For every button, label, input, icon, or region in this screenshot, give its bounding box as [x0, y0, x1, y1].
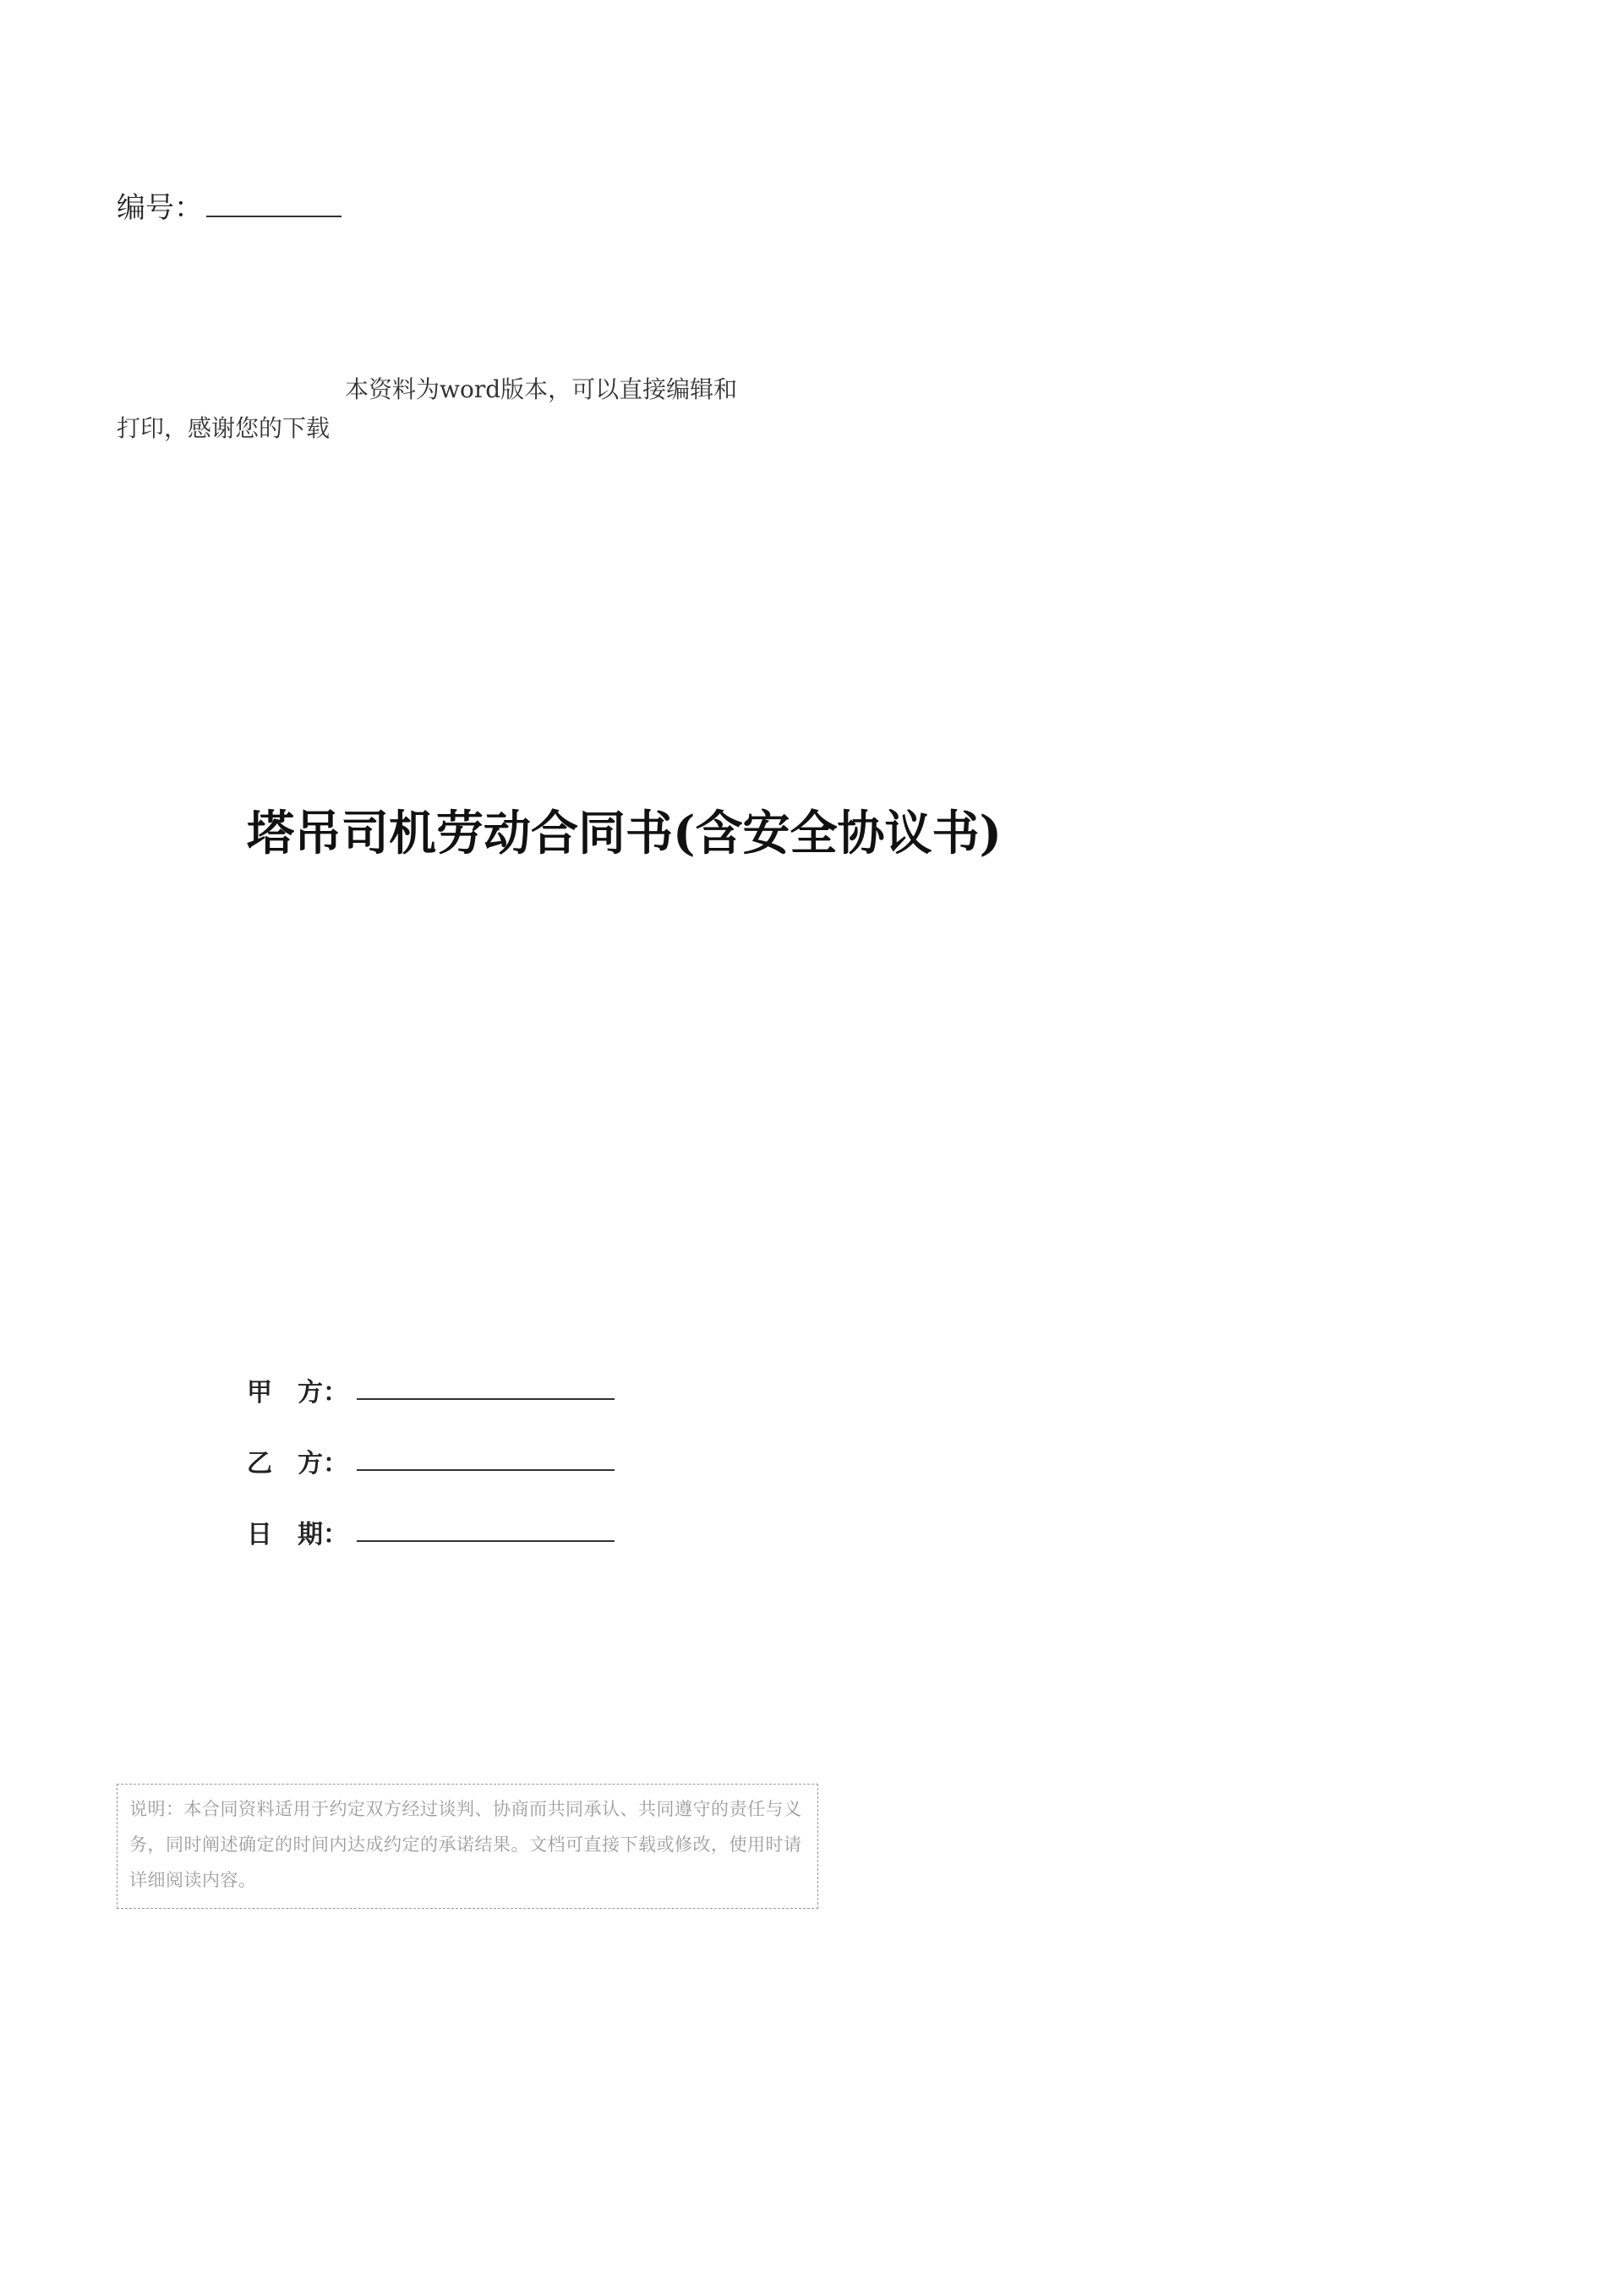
- party-b-row: [247, 1408, 615, 1479]
- party-a-blank[interactable]: [357, 1391, 615, 1400]
- contract-title: 塔吊司机劳动合同书(含安全协议书): [247, 806, 1002, 861]
- document-number-label: 编号：: [117, 191, 203, 225]
- document-number: [117, 188, 342, 228]
- disclaimer-box: 说明：本合同资料适用于约定双方经过谈判、协商而共同承认、共同遵守的责任与义务，同时阐述确定的时间内达成约定的承诺结果。文档可直接下载或修改，使用时请详细阅读内容。: [117, 1784, 818, 1909]
- date-label: 日 期：: [247, 1520, 348, 1550]
- party-b-label: 乙 方：: [247, 1449, 348, 1479]
- party-a-label: 甲 方：: [247, 1378, 348, 1408]
- date-row: [247, 1479, 615, 1550]
- party-a-row: [247, 1337, 615, 1408]
- party-info-block: [247, 1337, 615, 1550]
- date-blank[interactable]: [357, 1533, 615, 1542]
- party-b-blank[interactable]: [357, 1462, 615, 1471]
- document-number-blank[interactable]: [206, 197, 342, 217]
- word-version-notice: 本资料为word版本，可以直接编辑和打印，感谢您的下载: [117, 375, 738, 442]
